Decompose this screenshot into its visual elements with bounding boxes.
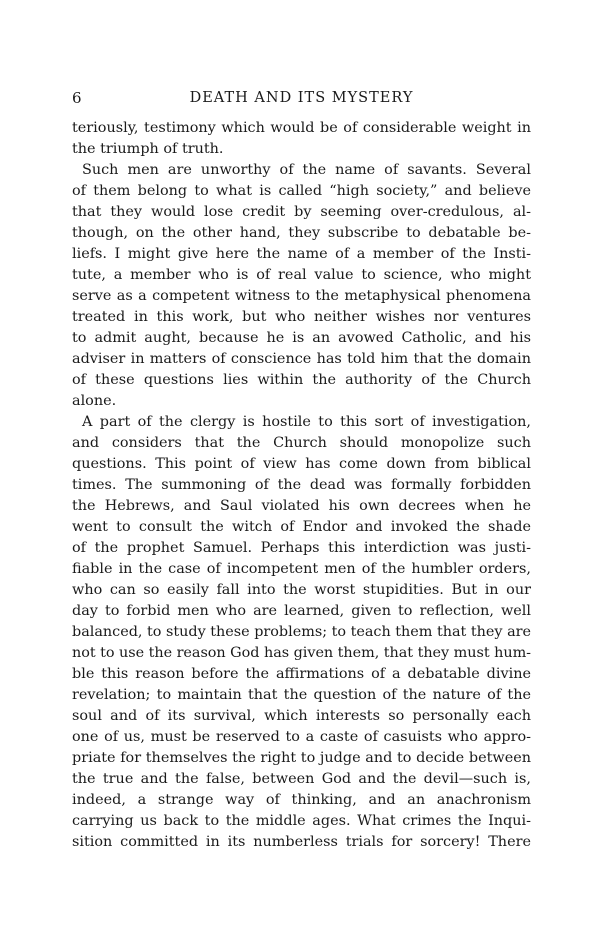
text-line: the true and the false, between God and the devil—such is, (72, 771, 531, 787)
text-line: Such men are unworthy of the name of savants. Several (82, 162, 531, 178)
text-line: adviser in matters of conscience has told him that the domain (72, 351, 531, 367)
text-line: the Hebrews, and Saul violated his own decrees when he (72, 498, 531, 514)
book-page (72, 88, 531, 853)
text-line: of the prophet Samuel. Perhaps this interdiction was justi- (72, 540, 531, 556)
body-text (72, 118, 531, 853)
text-line: went to consult the witch of Endor and invoked the shade (72, 519, 531, 535)
text-line: serve as a competent witness to the metaphysical phenomena (72, 288, 531, 304)
text-line: revelation; to maintain that the question of the nature of the (72, 687, 531, 703)
text-line: who can so easily fall into the worst stupidities. But in our (72, 582, 531, 598)
text-line: balanced, to study these problems; to teach them that they are (72, 624, 531, 640)
text-line: day to forbid men who are learned, given to reflection, well (72, 603, 531, 619)
text-line: alone. (72, 393, 117, 409)
text-line: to admit aught, because he is an avowed Catholic, and his (72, 330, 531, 346)
text-line: the triumph of truth. (72, 141, 224, 157)
page-header (72, 88, 531, 112)
text-line: A part of the clergy is hostile to this sort of investigation, (82, 414, 531, 430)
text-line: that they would lose credit by seeming over-credulous, al- (72, 204, 531, 220)
text-line: times. The summoning of the dead was formally forbidden (72, 477, 531, 493)
text-line: soul and of its survival, which interests so personally each (72, 708, 531, 724)
text-line: of these questions lies within the authority of the Church (72, 372, 531, 388)
text-line: not to use the reason God has given them, that they must hum- (72, 645, 532, 661)
text-line: treated in this work, but who neither wishes nor ventures (72, 309, 531, 325)
text-line: indeed, a strange way of thinking, and an anachronism (72, 792, 531, 808)
text-line: teriously, testimony which would be of considerable weight in (72, 120, 531, 136)
text-line: liefs. I might give here the name of a member of the Insti- (72, 246, 531, 262)
text-line: fiable in the case of incompetent men of the humbler orders, (72, 561, 531, 577)
text-line: ble this reason before the affirmations of a debatable divine (72, 666, 531, 682)
page-number: 6 (72, 89, 83, 107)
text-line: though, on the other hand, they subscribe to debatable be- (72, 225, 531, 241)
text-line: one of us, must be reserved to a caste of casuists who appro- (72, 729, 531, 745)
text-line: priate for themselves the right to judge and to decide between (72, 750, 531, 766)
text-line: carrying us back to the middle ages. What crimes the Inqui- (72, 813, 531, 829)
running-title: DEATH AND ITS MYSTERY (189, 90, 414, 106)
text-line: and considers that the Church should monopolize such (72, 435, 531, 451)
text-line: questions. This point of view has come down from biblical (72, 456, 531, 472)
text-line: of them belong to what is called “high society,” and believe (72, 183, 531, 199)
text-line: tute, a member who is of real value to science, who might (72, 267, 531, 283)
text-line: sition committed in its numberless trials for sorcery! There (72, 834, 531, 850)
